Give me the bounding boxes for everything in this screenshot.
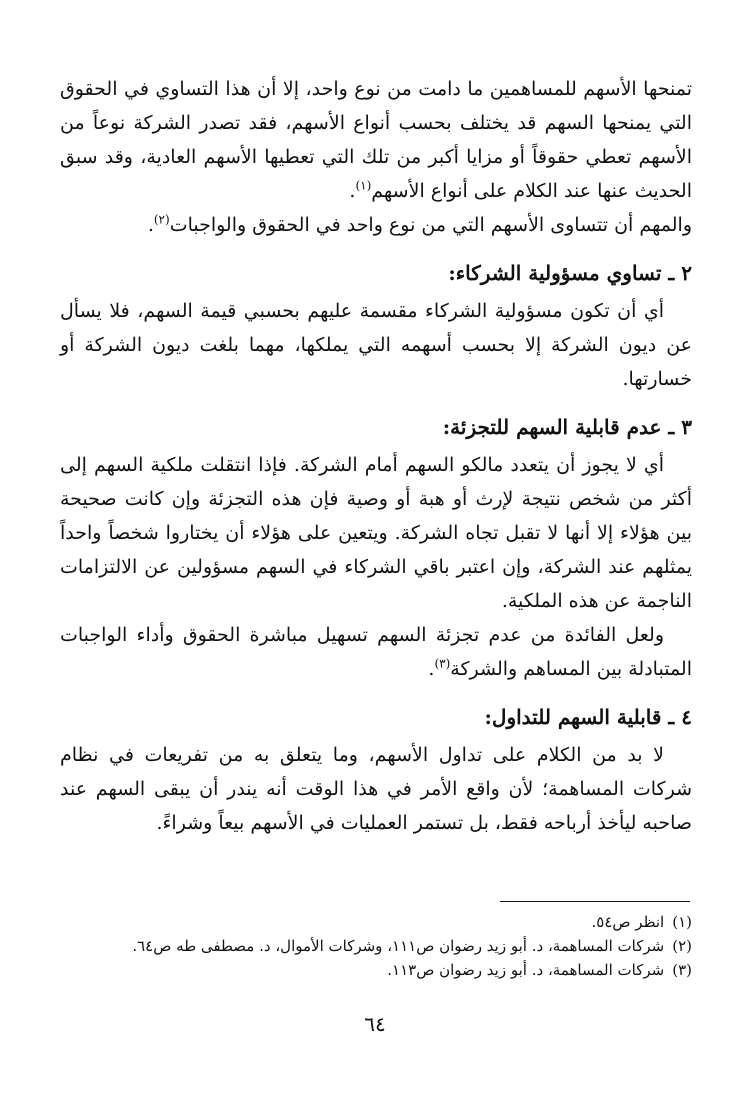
footnote-number: (٣)	[672, 961, 692, 979]
paragraph-4: أي لا يجوز أن يتعدد مالكو السهم أمام الشركة. فإذا انتقلت ملكية السهم إلى أكثر من شخص نتيجة لإرث أو هبة أو وصية فإن هذه التجزئة وإن كانت صحيحة بين هؤلاء إلا أنها لا تقبل تجاه الشركة. ويتعين على هؤلاء أن يختاروا شخصاً واحداً يمثلهم عند الشركة، وإن اعتبر باقي الشركاء في السهم مسؤولين عن الالتزامات الناجمة عن هذه الملكية.	[60, 454, 692, 612]
footnote-text: شركات المساهمة، د. أبو زيد رضوان ص١١١، وشركات الأموال، د. مصطفى طه ص٦٤.	[132, 937, 665, 955]
footnote-2	[60, 934, 692, 958]
paragraph-3: أي أن تكون مسؤولية الشركاء مقسمة عليهم بحسبي قيمة السهم، فلا يسأل عن ديون الشركة إلا بحسب أسهمه التي يملكها، مهما بلغت ديون الشركة أو خسارتها.	[60, 300, 692, 390]
footnote-ref-3[interactable]: (٣)	[434, 656, 451, 671]
footnote-divider	[500, 901, 690, 902]
footnote-number: (٢)	[672, 937, 692, 955]
paragraph-2-text: والمهم أن تتساوى الأسهم التي من نوع واحد في الحقوق والواجبات	[169, 214, 692, 236]
section-heading-3: ٣ ـ عدم قابلية السهم للتجزئة:	[442, 415, 692, 439]
paragraph-2-end: .	[147, 214, 154, 236]
footnote-3	[60, 958, 692, 982]
footnote-ref-1[interactable]: (١)	[355, 178, 372, 193]
footnote-text: انظر ص٥٤.	[591, 913, 665, 931]
paragraph-6: لا بد من الكلام على تداول الأسهم، وما يتعلق به من تفريعات في نظام شركات المساهمة؛ لأن واقع الأمر في هذا الوقت أنه يندر أن يبقى السهم عند صاحبه ليأخذ أرباحه فقط، بل تستمر العمليات في الأسهم بيعاً وشراءً.	[60, 744, 692, 834]
section-heading-2: ٢ ـ تساوي مسؤولية الشركاء:	[448, 261, 692, 285]
section-heading-4: ٤ ـ قابلية السهم للتداول:	[484, 705, 692, 729]
footnote-1	[60, 910, 692, 934]
page-number: ٦٤	[364, 1012, 386, 1036]
paragraph-1-end: .	[349, 180, 356, 202]
page-body	[60, 72, 692, 840]
footnote-text: شركات المساهمة، د. أبو زيد رضوان ص١١٣.	[387, 961, 665, 979]
paragraph-1	[60, 72, 692, 208]
paragraph-2	[60, 208, 692, 242]
paragraph-1-text: تمنحها الأسهم للمساهمين ما دامت من نوع واحد، إلا أن هذا التساوي في الحقوق التي يمنحها السهم قد يختلف بحسب أنواع الأسهم، فقد تصدر الشركة نوعاً من الأسهم تعطي حقوقاً أو مزايا أكبر من تلك التي تعطيها الأسهم العادية، وقد سبق الحديث عنها عند الكلام على أنواع الأسهم	[60, 78, 692, 202]
footnotes	[60, 910, 692, 982]
paragraph-5	[60, 618, 692, 686]
paragraph-5-end: .	[428, 658, 435, 680]
paragraph-5-text: ولعل الفائدة من عدم تجزئة السهم تسهيل مباشرة الحقوق وأداء الواجبات المتبادلة بين المساهم والشركة	[60, 624, 692, 680]
footnote-number: (١)	[672, 913, 692, 931]
footnote-ref-2[interactable]: (٢)	[153, 212, 170, 227]
